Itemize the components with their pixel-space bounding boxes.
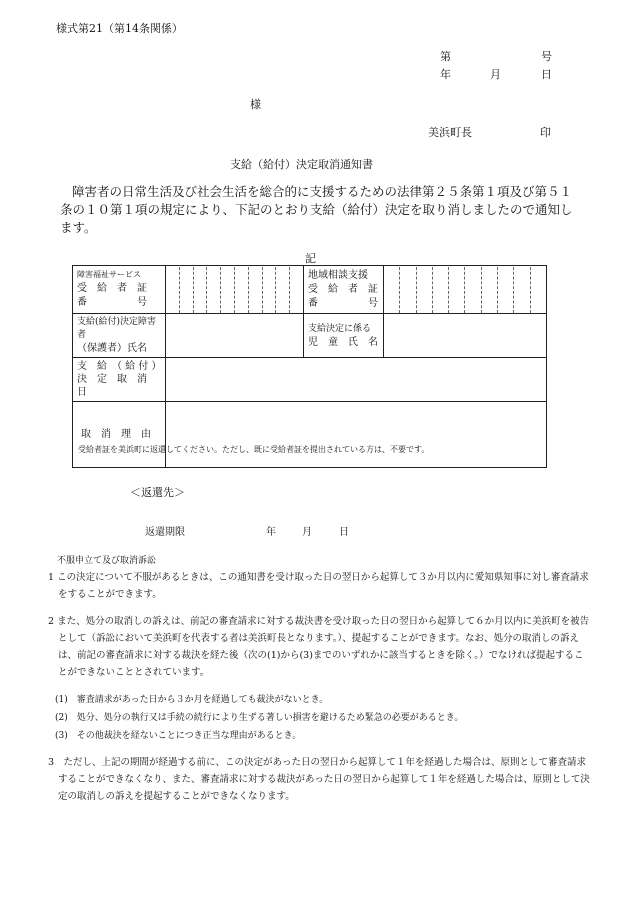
return-deadline-day: 日: [339, 527, 349, 538]
table-row: [73, 358, 547, 402]
label-line: 受 給 者 証: [308, 283, 378, 295]
decision-table: [72, 265, 547, 468]
table-note: 受給者証を美浜町に返還してください。ただし、既に受給者証を提出されている方は、不要です。: [78, 445, 430, 454]
label-line: 支 給 （ 給 付 ）: [77, 361, 162, 372]
date-month: 月: [490, 68, 501, 81]
addressee-suffix: 様: [250, 98, 261, 111]
form-number: 様式第21（第14条関係）: [56, 22, 183, 35]
case-item-2: (2) 処分、処分の執行又は手続の続行により生ずる著しい損害を避けるため緊急の必要があるとき。: [55, 713, 464, 723]
appeal-item-1: 1 この決定について不服があるときは、この通知書を受け取った日の翌日から起算して３か月以内に愛知県知事に対し審査請求をすることができます。: [48, 572, 589, 600]
return-deadline-month: 月: [302, 527, 312, 538]
label-line: 受 給 者 証: [77, 283, 147, 294]
doc-no-prefix: 第: [440, 50, 451, 63]
child-name-label: [304, 314, 384, 358]
return-destination: ＜返還先＞: [130, 486, 185, 499]
label-line: 取 消 理 由: [81, 429, 151, 440]
label-line: （保護者）氏名: [77, 343, 147, 354]
cancel-date-field[interactable]: [166, 358, 547, 402]
issuer-name: 美浜町長: [428, 126, 472, 139]
body-text: 障害者の日常生活及び社会生活を総合的に支援するための法律第２５条第１項及び第５１条の１０第１項の規定により、下記のとおり支給（給付）決定を取り消しましたので通知します。: [60, 184, 573, 235]
cancel-date-label: [73, 358, 166, 402]
label-line: 地域相談支援: [308, 269, 368, 281]
date-year: 年: [440, 68, 451, 81]
appeal-heading: 不服申立て及び取消訴訟: [57, 556, 157, 566]
doc-no-suffix: 号: [541, 50, 552, 63]
table-row: [73, 314, 547, 358]
label-line: 番 号: [308, 297, 378, 309]
label-line: 決 定 取 消 日: [77, 374, 157, 398]
label-line: 支給(給付)決定障害者: [77, 317, 157, 340]
label-line: 児 童 氏 名: [308, 336, 378, 348]
case-item-3: (3) その他裁決を経ないことにつき正当な理由があるとき。: [55, 731, 302, 741]
table-row: [73, 266, 547, 314]
child-name-field[interactable]: [384, 314, 547, 358]
table-row: [73, 402, 547, 468]
right-certificate-label: [304, 266, 384, 314]
appeal-item-3: 3 ただし、上記の期間が経過する前に、この決定があった日の翌日から起算して１年を経過した場合は、原則として審査請求することができなくなり、また、審査請求に対する裁決があった日の翌日から起算して１年を経過した場合は、原則として決定の取消しの訴えを提起することができなくなります。: [48, 757, 590, 802]
document-title: 支給（給付）決定取消通知書: [230, 158, 373, 171]
case-item-1: (1) 審査請求があった日から３か月を経過しても裁決がないとき。: [55, 695, 329, 705]
issuer-seal: 印: [540, 126, 551, 139]
appeal-item-2: 2 また、処分の取消しの訴えは、前記の審査請求に対する裁決書を受け取った日の翌日から起算して６か月以内に美浜町を被告として（訴訟において美浜町を代表する者は美浜町長となります。）、提起することができます。なお、処分の取消しの訴えは、前記の審査請求に対する裁決を経た後（次の(1)から(3)までのいずれかに該当するときを除く。）でなければ提起することができないこととされています。: [48, 616, 590, 678]
label-line: 支給決定に係る: [308, 323, 372, 334]
date-day: 日: [541, 68, 552, 81]
label-line: 番 号: [77, 297, 147, 308]
left-certificate-number-field[interactable]: [166, 266, 304, 314]
left-certificate-label: [73, 266, 166, 314]
return-deadline-label: 返還期限: [145, 527, 185, 538]
recipient-name-label: [73, 314, 166, 358]
recipient-name-field[interactable]: [166, 314, 304, 358]
cancel-reason-field[interactable]: [166, 402, 547, 468]
return-deadline-year: 年: [266, 527, 276, 538]
right-certificate-number-field[interactable]: [384, 266, 547, 314]
ki-label: 記: [305, 252, 316, 265]
cancel-reason-label: [73, 402, 166, 468]
label-line: 障害福祉サービス: [77, 270, 141, 279]
